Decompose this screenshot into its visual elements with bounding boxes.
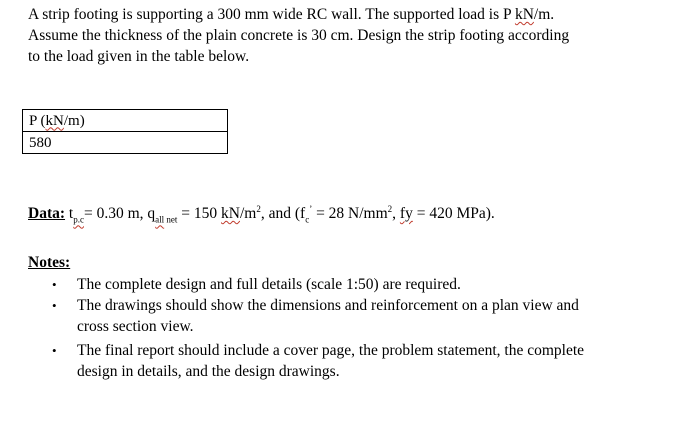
note-item-scale bbox=[28, 274, 648, 295]
note-text: The complete design and full details (scale 1:50) are required. bbox=[77, 276, 461, 293]
bearing-symbol: q bbox=[147, 205, 156, 223]
unit-kn: kN bbox=[221, 205, 240, 223]
steel-strength: = 420 MPa). bbox=[412, 205, 495, 223]
thickness-subscript: p.c bbox=[73, 214, 84, 225]
load-table-value-row bbox=[23, 132, 228, 154]
load-table-header-row bbox=[23, 110, 228, 132]
note-item-drawings bbox=[28, 295, 648, 337]
steel-symbol: fy bbox=[399, 205, 413, 223]
intro-line1-end: /m. bbox=[533, 6, 555, 23]
load-table-value: 580 bbox=[23, 132, 228, 154]
bearing-subscript: all net bbox=[155, 214, 178, 225]
note-text: design in details, and the design drawings. bbox=[77, 363, 340, 380]
bullet-icon: • bbox=[52, 298, 57, 313]
note-text: cross section view. bbox=[77, 318, 194, 335]
thickness-value: = 0.30 m, bbox=[83, 205, 148, 223]
bullet-icon: • bbox=[52, 343, 57, 358]
load-table-header: P (kN/m) bbox=[23, 110, 228, 132]
intro-line3-text: to the load given in the table below. bbox=[28, 48, 250, 65]
intro-line1-text: A strip footing is supporting a 300 mm wide RC wall. The supported load is P bbox=[28, 6, 515, 23]
intro-line2-text: Assume the thickness of the plain concrete is 30 cm. Design the strip footing according bbox=[28, 27, 570, 44]
bearing-value: = 150 bbox=[177, 205, 222, 223]
notes-list bbox=[28, 274, 648, 382]
concrete-strength: = 28 N/mm bbox=[312, 205, 388, 223]
problem-statement bbox=[28, 4, 648, 67]
note-text: The drawings should show the dimensions and reinforcement on a plan view and bbox=[77, 297, 579, 314]
load-table bbox=[22, 109, 228, 154]
thickness-symbol: t bbox=[68, 205, 74, 223]
bullet-icon: • bbox=[52, 277, 57, 292]
unit-kn: kN bbox=[514, 6, 534, 23]
note-text: The final report should include a cover page, the problem statement, the complete bbox=[77, 342, 585, 359]
note-item-report bbox=[28, 340, 648, 382]
unit-kn: kN bbox=[45, 112, 64, 129]
design-data: Data: $t_{p.c}= 0.30$ m, $q_{all net} = 150$ $kN/m^2$, and ($f_c^’ = 28$ $N/mm^2$, fy = 420 MPa). bbox=[28, 204, 495, 225]
data-label: Data: bbox=[28, 205, 66, 223]
notes-title: Notes: bbox=[28, 254, 71, 271]
